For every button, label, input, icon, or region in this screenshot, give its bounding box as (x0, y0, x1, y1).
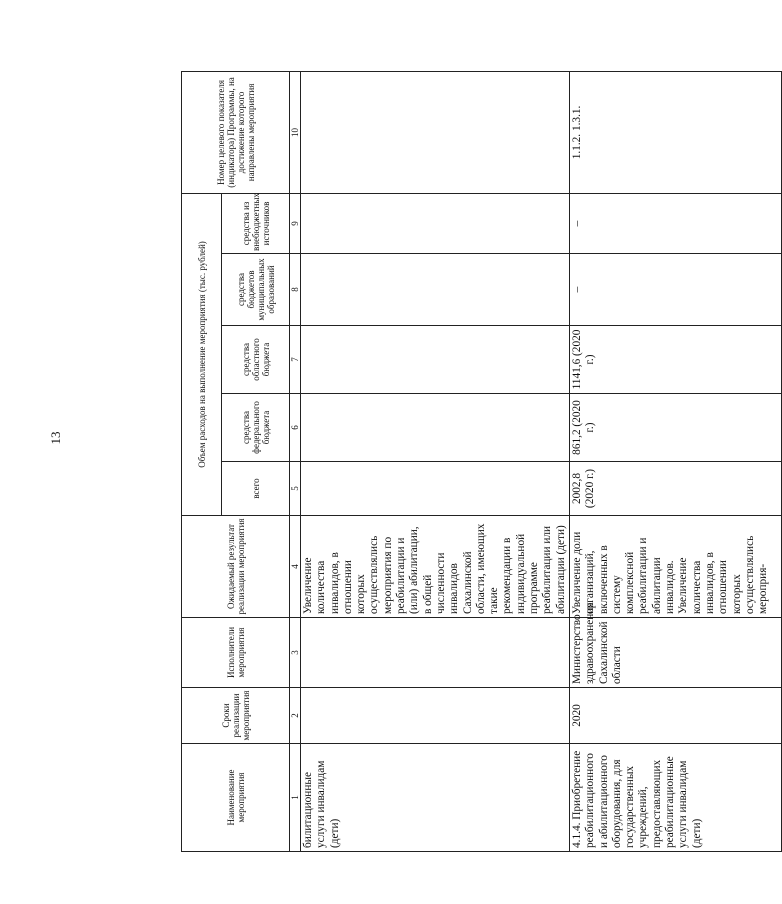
column-number: 8 (290, 254, 301, 326)
funding-regional: 1141,6 (2020 г.) (569, 326, 781, 394)
funding-total: 2002,8 (2020 г.) (569, 462, 781, 516)
column-number: 10 (290, 71, 301, 193)
table-row (569, 71, 781, 851)
funding-municipal: – (569, 254, 781, 326)
target-indicator: 1.1.2. 1.3.1. (569, 71, 781, 193)
activity-executors: Министерство здравоохранения Сахалинской области (569, 618, 781, 688)
column-number: 5 (290, 462, 301, 516)
header-name: Наименование мероприятия (182, 744, 290, 852)
rotated-page-content (181, 72, 770, 852)
funding-total (301, 462, 570, 516)
header-municipal: средства бюджетов муниципальных образований (222, 254, 290, 326)
funding-federal: 861,2 (2020 г.) (569, 394, 781, 462)
header-regional: средства областного бюджета (222, 326, 290, 394)
column-number: 7 (290, 326, 301, 394)
column-number: 3 (290, 618, 301, 688)
funding-regional (301, 326, 570, 394)
funding-extrabudget (301, 193, 570, 253)
activity-name: 4.1.4. Приобретение реабилитационного и абилитационного оборудования, для государственных учреждений, предоставляющих реабилитационные услуги инвалидам (дети) (569, 744, 781, 852)
header-federal: средства федерального бюджета (222, 394, 290, 462)
activity-name: билитационные услуги инвалидам (дети) (301, 744, 570, 852)
header-extrabudget: средства из внебюджетных источников (222, 193, 290, 253)
header-deadline: Сроки реализации мероприятия (182, 688, 290, 744)
column-number-row (290, 71, 301, 851)
column-number: 9 (290, 193, 301, 253)
column-number: 1 (290, 744, 301, 852)
program-activities-table (181, 71, 782, 852)
column-number: 6 (290, 394, 301, 462)
column-number: 2 (290, 688, 301, 744)
funding-extrabudget: – (569, 193, 781, 253)
funding-federal (301, 394, 570, 462)
header-funding-group: Объем расходов на выполнение мероприятия (тыс. рублей) (182, 193, 222, 515)
activity-deadline (301, 688, 570, 744)
activity-expected-result: Увеличение количества инвалидов, в отношении которых осуществлялись мероприятия по реабилитации и (или) абилитации, в общей численности инвалидов Сахалинской области, имеющих такие рекомендации в индивидуальной программе реабилитации или абилитации (дети) (301, 516, 570, 618)
activity-executors (301, 618, 570, 688)
target-indicator (301, 71, 570, 193)
page-number: 13 (48, 431, 63, 445)
header-executors: Исполнители мероприятия (182, 618, 290, 688)
column-number: 4 (290, 516, 301, 618)
funding-municipal (301, 254, 570, 326)
table-row (301, 71, 570, 851)
activity-deadline: 2020 (569, 688, 781, 744)
header-expected-result: Ожидаемый результат реализации мероприятия (182, 516, 290, 618)
header-indicator: Номер целевого показателя (индикатора) Программы, на достижение которого направлены мероприятия (182, 71, 290, 193)
header-total: всего (222, 462, 290, 516)
activity-expected-result: Увеличение доли организаций, включенных в систему комплексной реабилитации и абилитации инвалидов. Увеличение количества инвалидов, в отношении которых осуществлялись мероприя- (569, 516, 781, 618)
